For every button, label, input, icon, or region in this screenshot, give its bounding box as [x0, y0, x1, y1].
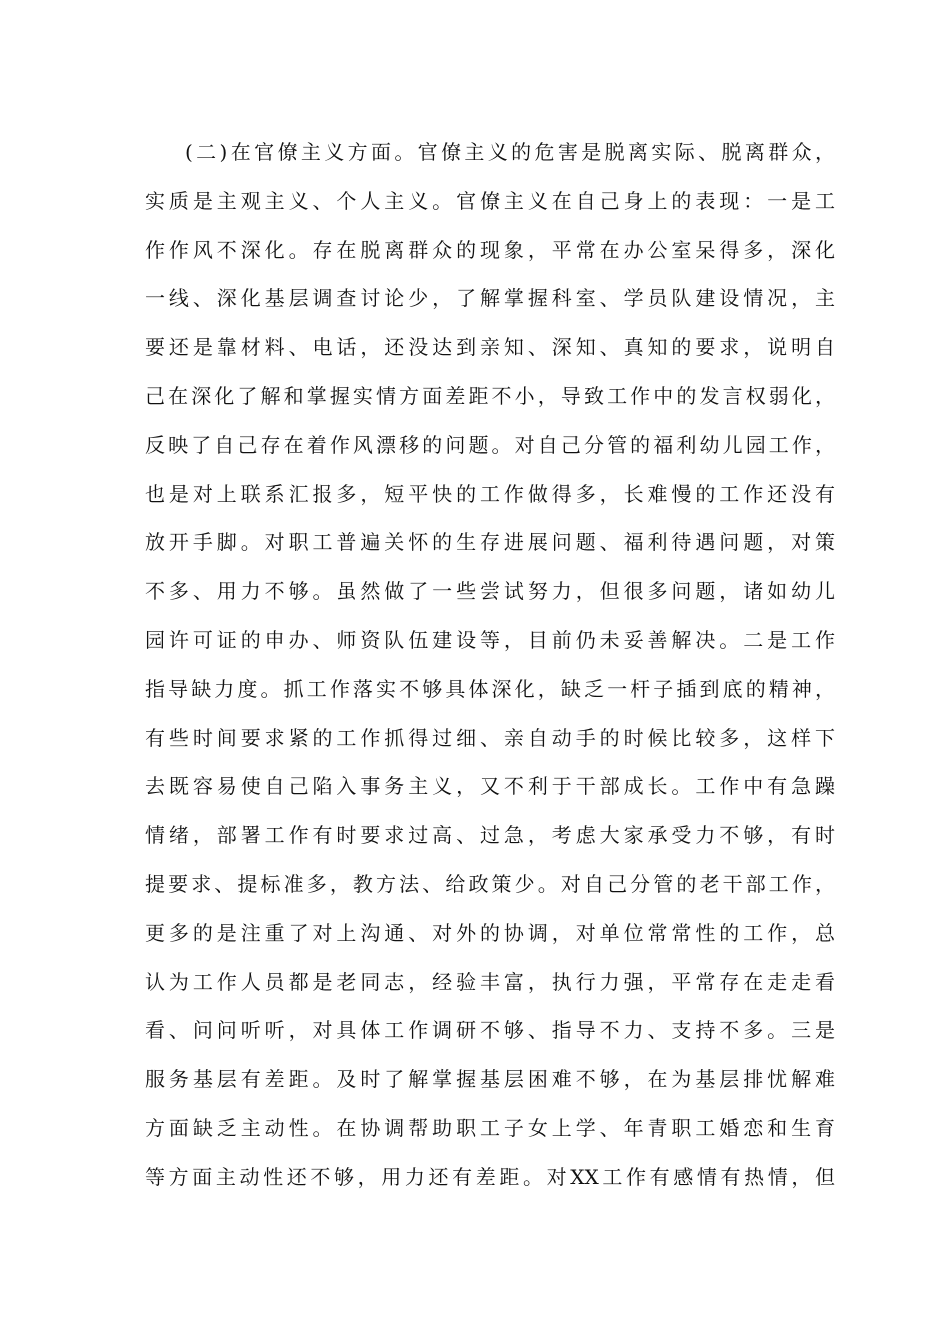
- paragraph-line: 等方面主动性还不够，用力还有差距。对XX工作有感情有热情，但: [145, 1164, 835, 1189]
- paragraph-line: 指导缺力度。抓工作落实不够具体深化，缺乏一杆子插到底的精神，: [145, 676, 835, 701]
- paragraph-line: 情绪，部署工作有时要求过高、过急，考虑大家承受力不够，有时: [145, 823, 835, 848]
- paragraph-line: 一线、深化基层调查讨论少，了解掌握科室、学员队建设情况，主: [145, 286, 835, 311]
- paragraph-line: 实质是主观主义、个人主义。官僚主义在自己身上的表现：一是工: [145, 188, 835, 213]
- paragraph-line: 认为工作人员都是老同志，经验丰富，执行力强，平常存在走走看: [145, 969, 835, 994]
- paragraph-line: 服务基层有差距。及时了解掌握基层困难不够，在为基层排忧解难: [145, 1067, 835, 1092]
- paragraph-line: 更多的是注重了对上沟通、对外的协调，对单位常常性的工作，总: [145, 920, 835, 945]
- paragraph-line: 有些时间要求紧的工作抓得过细、亲自动手的时候比较多，这样下: [145, 725, 835, 750]
- paragraph-line: 不多、用力不够。虽然做了一些尝试努力，但很多问题，诸如幼儿: [145, 579, 835, 604]
- paragraph-line: 提要求、提标准多，教方法、给政策少。对自己分管的老干部工作，: [145, 871, 835, 896]
- paragraph-line: (二)在官僚主义方面。官僚主义的危害是脱离实际、脱离群众，: [185, 140, 835, 164]
- paragraph-line: 反映了自己存在着作风漂移的问题。对自己分管的福利幼儿园工作，: [145, 432, 835, 457]
- paragraph-line: 园许可证的申办、师资队伍建设等，目前仍未妥善解决。二是工作: [145, 627, 835, 652]
- paragraph-line: 要还是靠材料、电话，还没达到亲知、深知、真知的要求，说明自: [145, 335, 835, 360]
- paragraph-line: 去既容易使自己陷入事务主义，又不利于干部成长。工作中有急躁: [145, 774, 835, 799]
- paragraph-line: 作作风不深化。存在脱离群众的现象，平常在办公室呆得多，深化: [145, 237, 835, 262]
- body-paragraph: [145, 128, 835, 1202]
- paragraph-line: 方面缺乏主动性。在协调帮助职工子女上学、年青职工婚恋和生育: [145, 1115, 835, 1140]
- paragraph-line: 看、问问听听，对具体工作调研不够、指导不力、支持不多。三是: [145, 1018, 835, 1043]
- paragraph-line: 也是对上联系汇报多，短平快的工作做得多，长难慢的工作还没有: [145, 481, 835, 506]
- paragraph-line: 己在深化了解和掌握实情方面差距不小，导致工作中的发言权弱化，: [145, 383, 835, 408]
- paragraph-line: 放开手脚。对职工普遍关怀的生存进展问题、福利待遇问题，对策: [145, 530, 835, 555]
